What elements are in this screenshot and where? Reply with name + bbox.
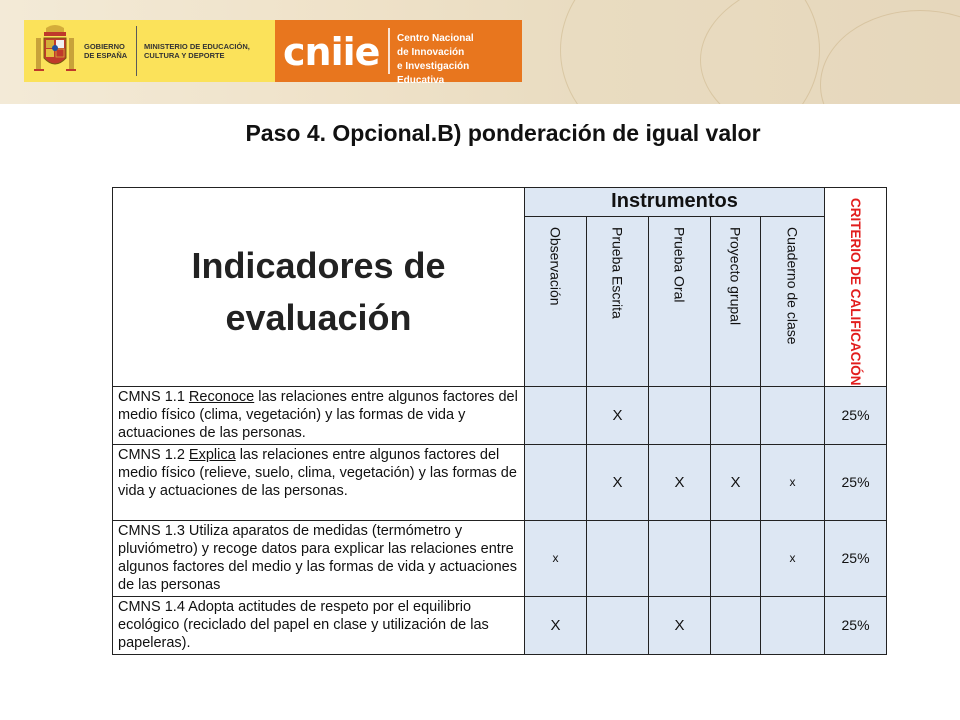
- indicator-text: [113, 386, 525, 444]
- instrument-mark: [711, 386, 761, 444]
- instrument-mark: X: [711, 444, 761, 520]
- evaluation-table: [112, 187, 887, 655]
- table-row: [113, 596, 887, 654]
- instrument-mark: x: [525, 520, 587, 596]
- cniie-logo: [275, 20, 522, 86]
- indicator-code: CMNS 1.3: [118, 522, 185, 539]
- instrument-mark: X: [649, 444, 711, 520]
- indicator-description: las relaciones entre algunos factores del medio físico (clima, vegetación) y las formas de vida y actuaciones de las personas.: [118, 388, 518, 441]
- instrument-mark: [587, 520, 649, 596]
- coat-of-arms-icon: [32, 24, 78, 78]
- instrument-mark: [711, 596, 761, 654]
- cniie-line-2: de Innovación: [397, 47, 465, 58]
- instrument-mark: X: [587, 444, 649, 520]
- cniie-divider: [388, 28, 390, 74]
- criterion-weight: 25%: [825, 596, 887, 654]
- table-row: [113, 386, 887, 444]
- instrument-header: [525, 216, 587, 386]
- instrument-label: Cuaderno de clase: [784, 226, 801, 345]
- instrument-mark: [761, 596, 825, 654]
- logo-divider: [136, 26, 137, 76]
- gobierno-logo: [24, 20, 276, 82]
- instrument-header: [649, 216, 711, 386]
- instrument-mark: [525, 386, 587, 444]
- criterion-header-cell: [825, 188, 887, 387]
- instrument-header: [761, 216, 825, 386]
- indicator-code: CMNS 1.2: [118, 446, 185, 463]
- indicator-text: [113, 444, 525, 520]
- instrument-mark: X: [649, 596, 711, 654]
- indicator-description: Adopta actitudes de respeto por el equilibrio ecológico (reciclado del papel en clase y utilización de las papeleras).: [118, 598, 489, 651]
- indicator-text: [113, 520, 525, 596]
- cniie-line-1: Centro Nacional: [397, 33, 474, 44]
- instrument-header: [711, 216, 761, 386]
- instrument-mark: [525, 444, 587, 520]
- instrument-mark: x: [761, 444, 825, 520]
- instrument-mark: X: [587, 386, 649, 444]
- instruments-header: Instrumentos: [525, 188, 825, 217]
- instrument-label: Prueba Escrita: [609, 226, 626, 319]
- instrument-mark: [711, 520, 761, 596]
- header-banner: [0, 0, 960, 104]
- gobierno-text: GOBIERNO DE ESPAÑA: [84, 42, 128, 60]
- indicator-text: [113, 596, 525, 654]
- instrument-mark: [761, 386, 825, 444]
- cniie-line-3: e Investigación Educativa: [397, 61, 470, 86]
- instrument-label: Proyecto grupal: [727, 226, 744, 325]
- instrument-mark: [649, 520, 711, 596]
- indicator-code: CMNS 1.4: [118, 598, 185, 615]
- indicator-verb: Reconoce: [188, 388, 255, 405]
- instrument-mark: x: [761, 520, 825, 596]
- instrument-header: [587, 216, 649, 386]
- instrument-mark: [587, 596, 649, 654]
- ministerio-text: MINISTERIO DE EDUCACIÓN, CULTURA Y DEPORTE: [144, 42, 250, 60]
- criterion-weight: 25%: [825, 520, 887, 596]
- slide-title: Paso 4. Opcional.B) ponderación de igual valor: [245, 120, 761, 146]
- cniie-description: [397, 32, 517, 88]
- instrument-label: Prueba Oral: [671, 226, 688, 303]
- indicator-description: Utiliza aparatos de medidas (termómetro y pluviómetro) y recoge datos para explicar las relaciones entre algunos factores del medio y las formas de vida y actuaciones de las personas: [118, 522, 517, 593]
- criterion-weight: 25%: [825, 386, 887, 444]
- indicator-verb: Explica: [188, 446, 236, 463]
- indicator-code: CMNS 1.1: [118, 388, 185, 405]
- cniie-wordmark: cniie: [283, 30, 380, 74]
- instrument-label: Observación: [547, 226, 564, 306]
- table-row: [113, 444, 887, 520]
- indicators-header: Indicadores de evaluación: [113, 188, 525, 387]
- instrument-mark: X: [525, 596, 587, 654]
- criterion-weight: 25%: [825, 444, 887, 520]
- table-row: [113, 520, 887, 596]
- criterion-header: CRITERIO DE CALIFICACIÓN: [848, 198, 864, 386]
- instrument-mark: [649, 386, 711, 444]
- indicator-description: las relaciones entre algunos factores del medio físico (relieve, suelo, clima, vegetación) y las formas de vida y actuaciones de las personas.: [118, 446, 517, 499]
